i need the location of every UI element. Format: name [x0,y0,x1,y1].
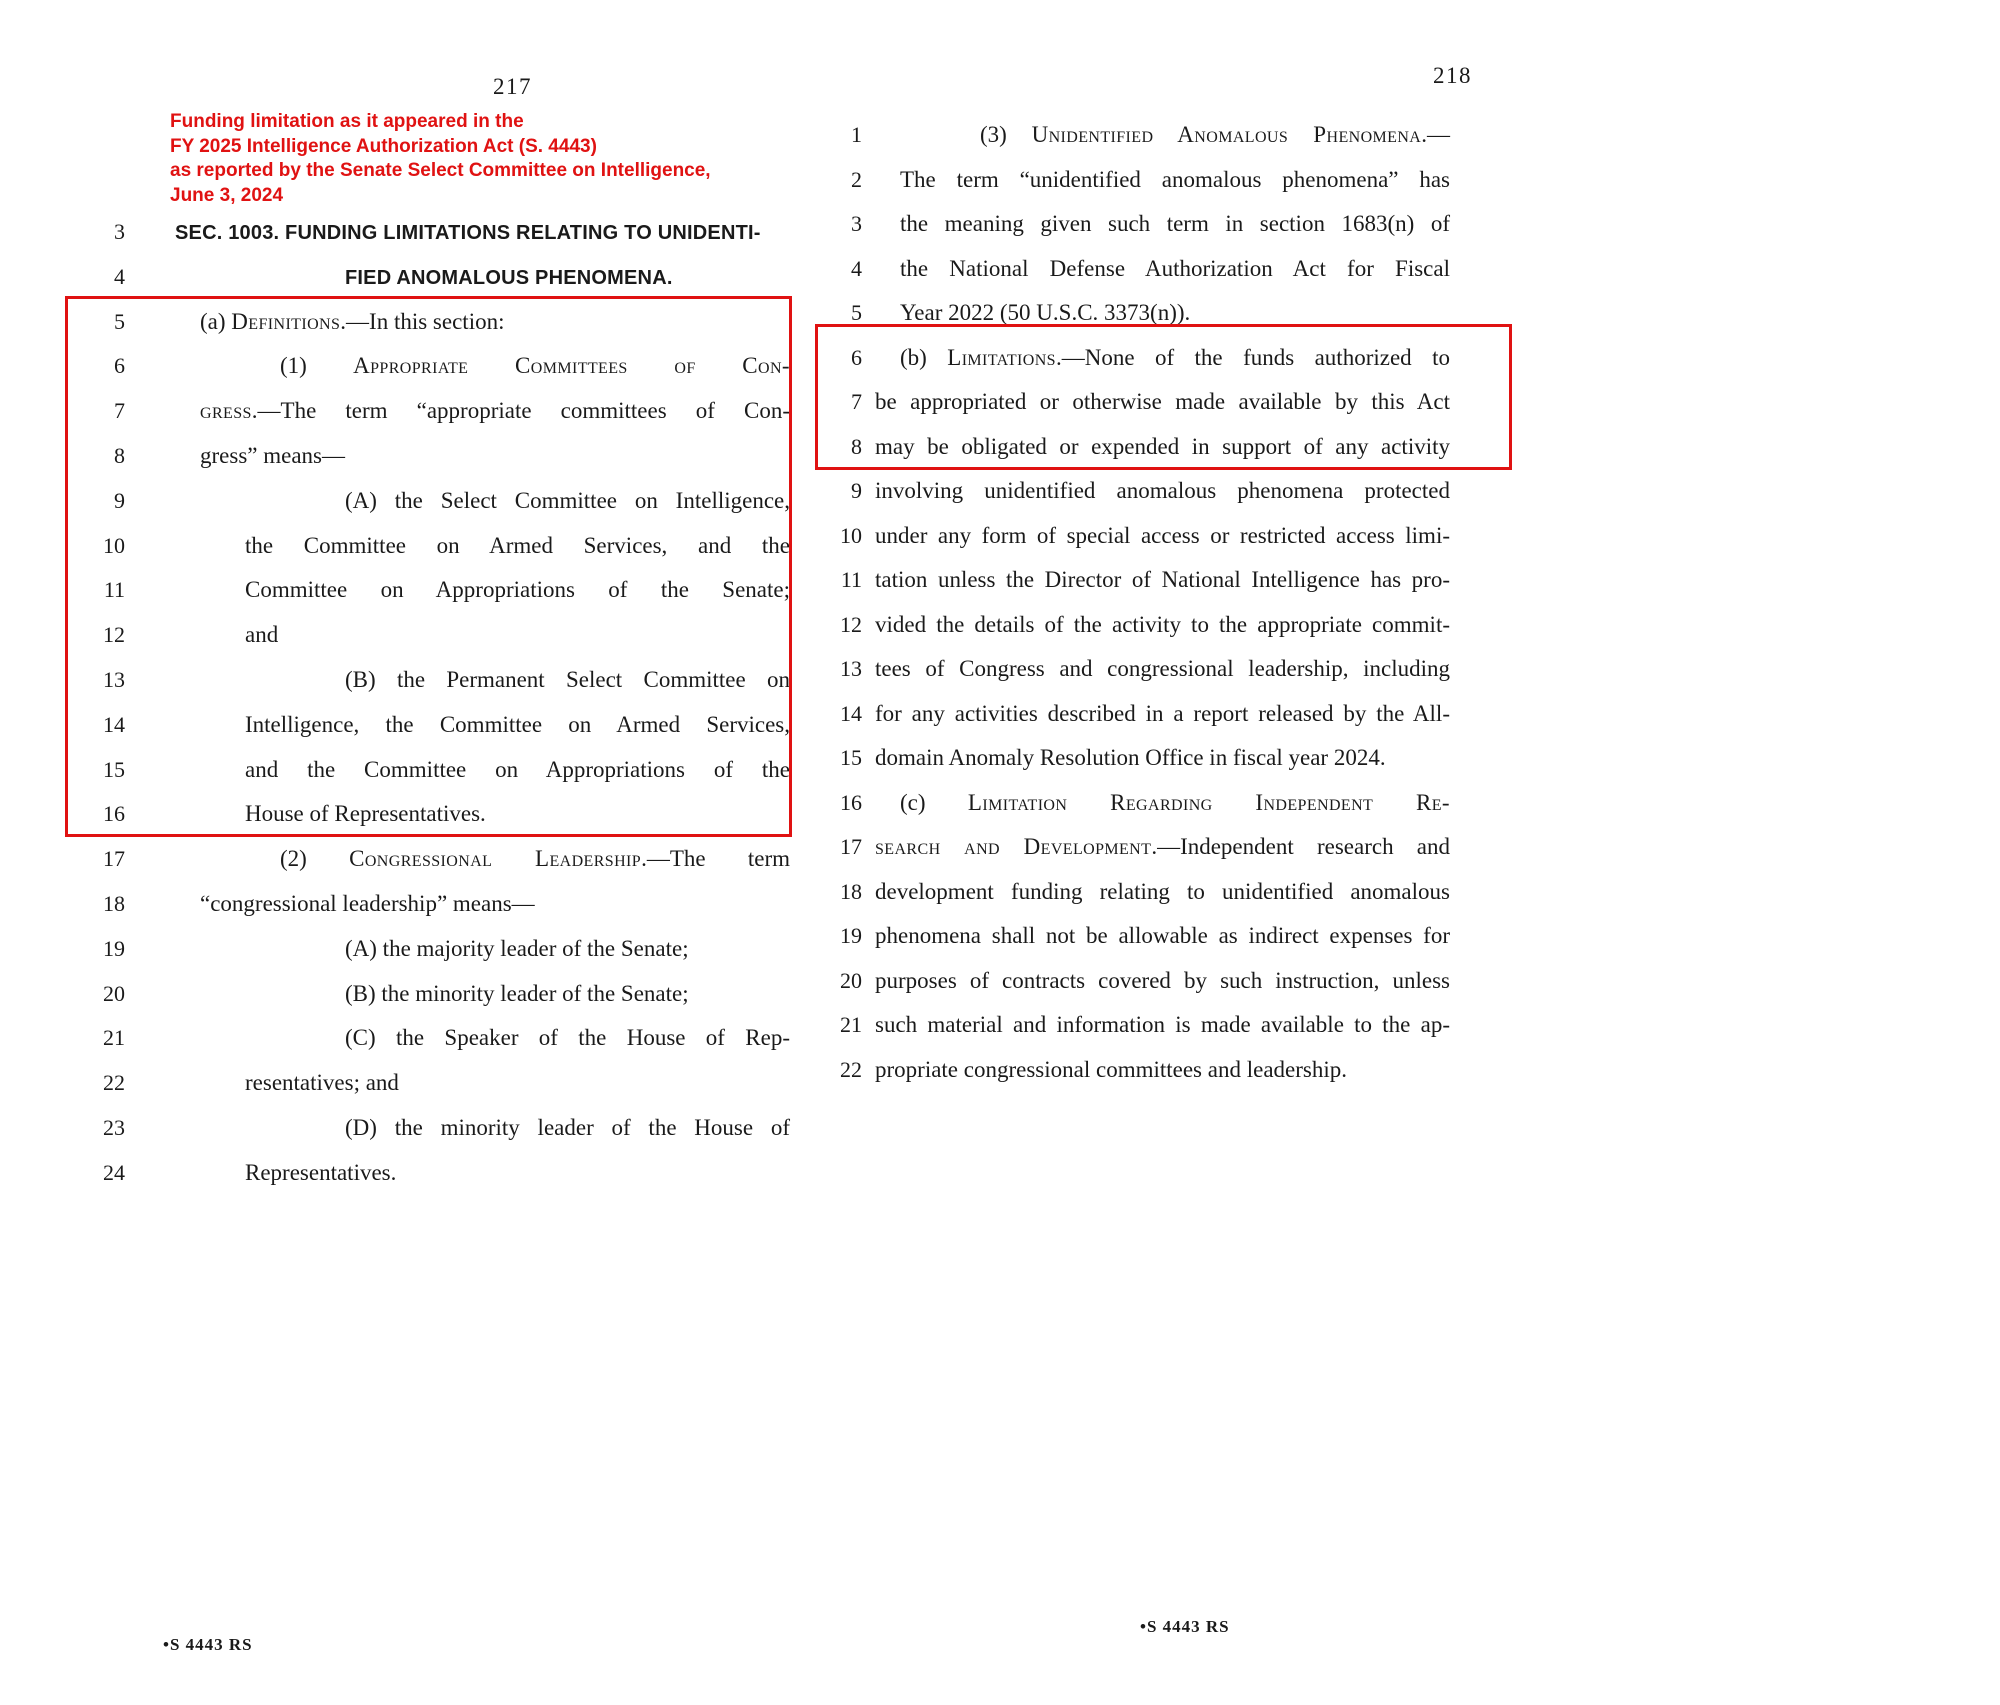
text-line [65,972,805,1017]
body-text: (c) [900,789,968,815]
line-number: 4 [851,255,862,281]
text-line [815,914,1535,959]
body-text: (3) [980,122,1032,147]
text-line [815,113,1535,158]
text-line [815,736,1535,781]
text-line [65,344,805,389]
text-line [815,247,1535,292]
text-line [65,927,805,972]
page-217 [65,60,805,1690]
annotation-line: as reported by the Senate Select Committee on Intelligence, [170,160,711,181]
text-line [815,1003,1535,1048]
heading-text: SEC. 1003. FUNDING LIMITATIONS RELATING TO UNIDENTI- [175,222,761,244]
line-number: 7 [114,398,125,424]
body-text: Representatives. [245,1159,397,1185]
line-text [175,703,790,748]
line-text [875,825,1450,870]
text-line [65,568,805,613]
small-caps-text: Definitions [231,308,341,334]
line-number: 18 [103,890,125,916]
body-text: Intelligence, the Committee on Armed Services, [245,711,790,737]
line-text [875,291,1450,336]
text-line [65,703,805,748]
line-text [875,959,1450,1004]
line-text [175,613,790,658]
body-text: and the Committee on Appropriations of the [245,756,790,782]
line-text [875,870,1450,915]
text-line [65,1016,805,1061]
body-text: phenomena shall not be allowable as indirect expenses for [875,923,1450,948]
line-text [175,1151,790,1196]
text-line [65,1061,805,1106]
line-text [875,469,1450,514]
body-text: gress” means— [200,442,345,468]
text-line [65,255,805,300]
body-text: development funding relating to unidentified anomalous [875,878,1450,904]
line-text [875,781,1450,826]
text-line [815,291,1535,336]
line-number: 22 [103,1070,125,1096]
body-text: (B) the minority leader of the Senate; [345,980,689,1006]
line-number: 3 [851,211,862,236]
text-line [815,202,1535,247]
body-text: domain Anomaly Resolution Office in fiscal year 2024. [875,745,1386,770]
text-line [815,158,1535,203]
text-line [65,389,805,434]
line-number: 15 [840,745,862,770]
text-line [65,479,805,524]
text-line [815,781,1535,826]
line-text [175,255,790,300]
body-text: tation unless the Director of National Intelligence has pro- [875,567,1450,592]
line-number: 14 [103,711,125,737]
text-line [815,336,1535,381]
line-number: 13 [103,666,125,692]
annotation-note [170,110,711,208]
line-text [175,882,790,927]
line-text [175,927,790,972]
line-number: 8 [851,433,862,459]
line-number: 2 [851,166,862,192]
body-text: Year 2022 (50 U.S.C. 3373(n)). [900,300,1191,325]
line-number: 23 [103,1114,125,1140]
annotation-line: FY 2025 Intelligence Authorization Act (S. 4443) [170,135,597,157]
small-caps-text: gress [200,398,252,424]
body-text: the meaning given such term in section 1683(n) of [900,211,1450,236]
text-line [815,558,1535,603]
small-caps-text: search and Development [875,834,1152,859]
line-number: 20 [103,980,125,1006]
body-text: be appropriated or otherwise made available by this Act [875,389,1450,414]
line-text [175,344,790,389]
line-number: 21 [103,1025,125,1051]
body-text: (A) the majority leader of the Senate; [345,935,689,961]
line-text [875,158,1450,203]
line-text [875,603,1450,648]
text-line [815,514,1535,559]
line-number: 4 [114,263,125,289]
line-text [175,1106,790,1151]
page-footer: •S 4443 RS [1140,1617,1230,1636]
line-text [175,1016,790,1061]
text-line [815,425,1535,470]
text-line [65,434,805,479]
line-number: 19 [103,935,125,961]
text-line [65,837,805,882]
body-text: Committee on Appropriations of the Senate; [245,577,790,603]
line-text [875,247,1450,292]
text-line [815,380,1535,425]
small-caps-text: Congressional Leadership [349,846,642,872]
line-text [175,972,790,1017]
line-number: 6 [851,344,862,370]
small-caps-text: Unidentified Anomalous Phenomena [1031,122,1422,147]
body-text: (1) [280,353,354,379]
bill-text-lines [65,210,805,1196]
line-text [875,647,1450,692]
body-text: for any activities described in a report released by the All- [875,700,1450,726]
line-number: 7 [851,389,862,414]
line-number: 16 [840,789,862,815]
text-line [815,603,1535,648]
body-text: .—The term [641,846,790,872]
line-text [175,479,790,524]
small-caps-text: Limitations [947,344,1056,370]
line-text [875,736,1450,781]
body-text: .—In this section: [340,308,505,334]
body-text: involving unidentified anomalous phenomena protected [875,478,1450,503]
line-number: 13 [840,656,862,681]
page-number: 217 [493,74,532,99]
text-line [65,882,805,927]
line-number: 20 [840,967,862,993]
body-text: .—Independent research and [1151,834,1450,859]
body-text: (C) the Speaker of the House of Rep- [345,1025,790,1051]
line-text [875,1048,1450,1093]
text-line [815,825,1535,870]
text-line [65,1151,805,1196]
text-line [65,613,805,658]
body-text: (B) the Permanent Select Committee on [345,666,790,692]
text-line [65,658,805,703]
body-text: .—None of the funds authorized to [1055,344,1450,370]
body-text: resentatives; and [245,1070,399,1096]
line-text [175,568,790,613]
body-text: .—The term “appropriate committees of Con- [251,398,790,424]
line-number: 19 [840,923,862,948]
line-text [875,113,1450,158]
line-number: 5 [851,300,862,325]
body-text: vided the details of the activity to the appropriate commit- [875,611,1450,637]
small-caps-text: Limitation Regarding Independent Re- [967,789,1450,815]
line-text [875,1003,1450,1048]
line-number: 9 [851,478,862,503]
line-text [875,558,1450,603]
body-text: .— [1421,122,1451,147]
line-number: 16 [103,801,125,827]
text-line [65,792,805,837]
body-text: the National Defense Authorization Act for Fiscal [900,255,1450,281]
line-number: 8 [114,442,125,468]
line-number: 21 [840,1012,862,1037]
heading-text: FIED ANOMALOUS PHENOMENA. [345,266,673,289]
line-number: 5 [114,308,125,334]
line-text [875,380,1450,425]
body-text: The term “unidentified anomalous phenomena” has [900,166,1450,192]
body-text: (b) [900,344,948,370]
line-number: 3 [114,219,125,244]
body-text: tees of Congress and congressional leadership, including [875,656,1450,681]
line-text [875,914,1450,959]
line-number: 14 [840,700,862,726]
body-text: (D) the minority leader of the House of [345,1114,790,1140]
line-text [175,389,790,434]
line-text [875,336,1450,381]
text-line [815,1048,1535,1093]
text-line [65,1106,805,1151]
line-text [875,425,1450,470]
text-line [815,469,1535,514]
text-line [65,300,805,345]
line-number: 24 [103,1159,125,1185]
line-text [875,514,1450,559]
line-text [175,434,790,479]
text-line [65,524,805,569]
body-text: propriate congressional committees and leadership. [875,1056,1347,1082]
line-text [175,300,790,345]
line-number: 18 [840,878,862,904]
page-footer: •S 4443 RS [163,1635,253,1654]
body-text: and [245,622,279,648]
body-text: (a) [200,308,232,334]
line-number: 15 [103,756,125,782]
body-text: may be obligated or expended in support of any activity [875,433,1450,459]
text-line [815,692,1535,737]
line-number: 10 [840,522,862,548]
text-line [815,870,1535,915]
text-line [815,647,1535,692]
body-text: “congressional leadership” means— [200,890,535,916]
line-text [875,692,1450,737]
body-text: purposes of contracts covered by such instruction, unless [875,967,1450,993]
line-text [175,1061,790,1106]
text-line [65,748,805,793]
body-text: under any form of special access or restricted access limi- [875,522,1450,548]
small-caps-text: Appropriate Committees of Con- [353,353,790,379]
annotation-line: Funding limitation as it appeared in the [170,111,524,132]
page-number: 218 [1433,63,1472,88]
annotation-line: June 3, 2024 [170,184,284,206]
line-number: 1 [851,122,862,147]
text-line [65,210,805,255]
line-text [175,658,790,703]
line-number: 17 [840,834,862,859]
line-text [175,748,790,793]
line-text [875,202,1450,247]
page-218 [815,55,1535,1685]
body-text: such material and information is made available to the ap- [875,1012,1450,1037]
line-number: 22 [840,1056,862,1082]
line-number: 12 [103,622,125,648]
bill-text-lines [815,113,1535,1092]
line-text [175,837,790,882]
body-text: the Committee on Armed Services, and the [245,532,790,558]
text-line [815,959,1535,1004]
line-number: 11 [840,567,862,592]
line-number: 9 [114,487,125,513]
line-text [175,792,790,837]
body-text: (2) [280,846,350,872]
line-text [175,210,790,255]
body-text: (A) the Select Committee on Intelligence, [345,487,790,513]
line-number: 12 [840,611,862,637]
line-text [175,524,790,569]
line-number: 6 [114,353,125,379]
line-number: 11 [103,577,125,603]
body-text: House of Representatives. [245,801,486,827]
line-number: 10 [103,532,125,558]
line-number: 17 [103,846,125,872]
